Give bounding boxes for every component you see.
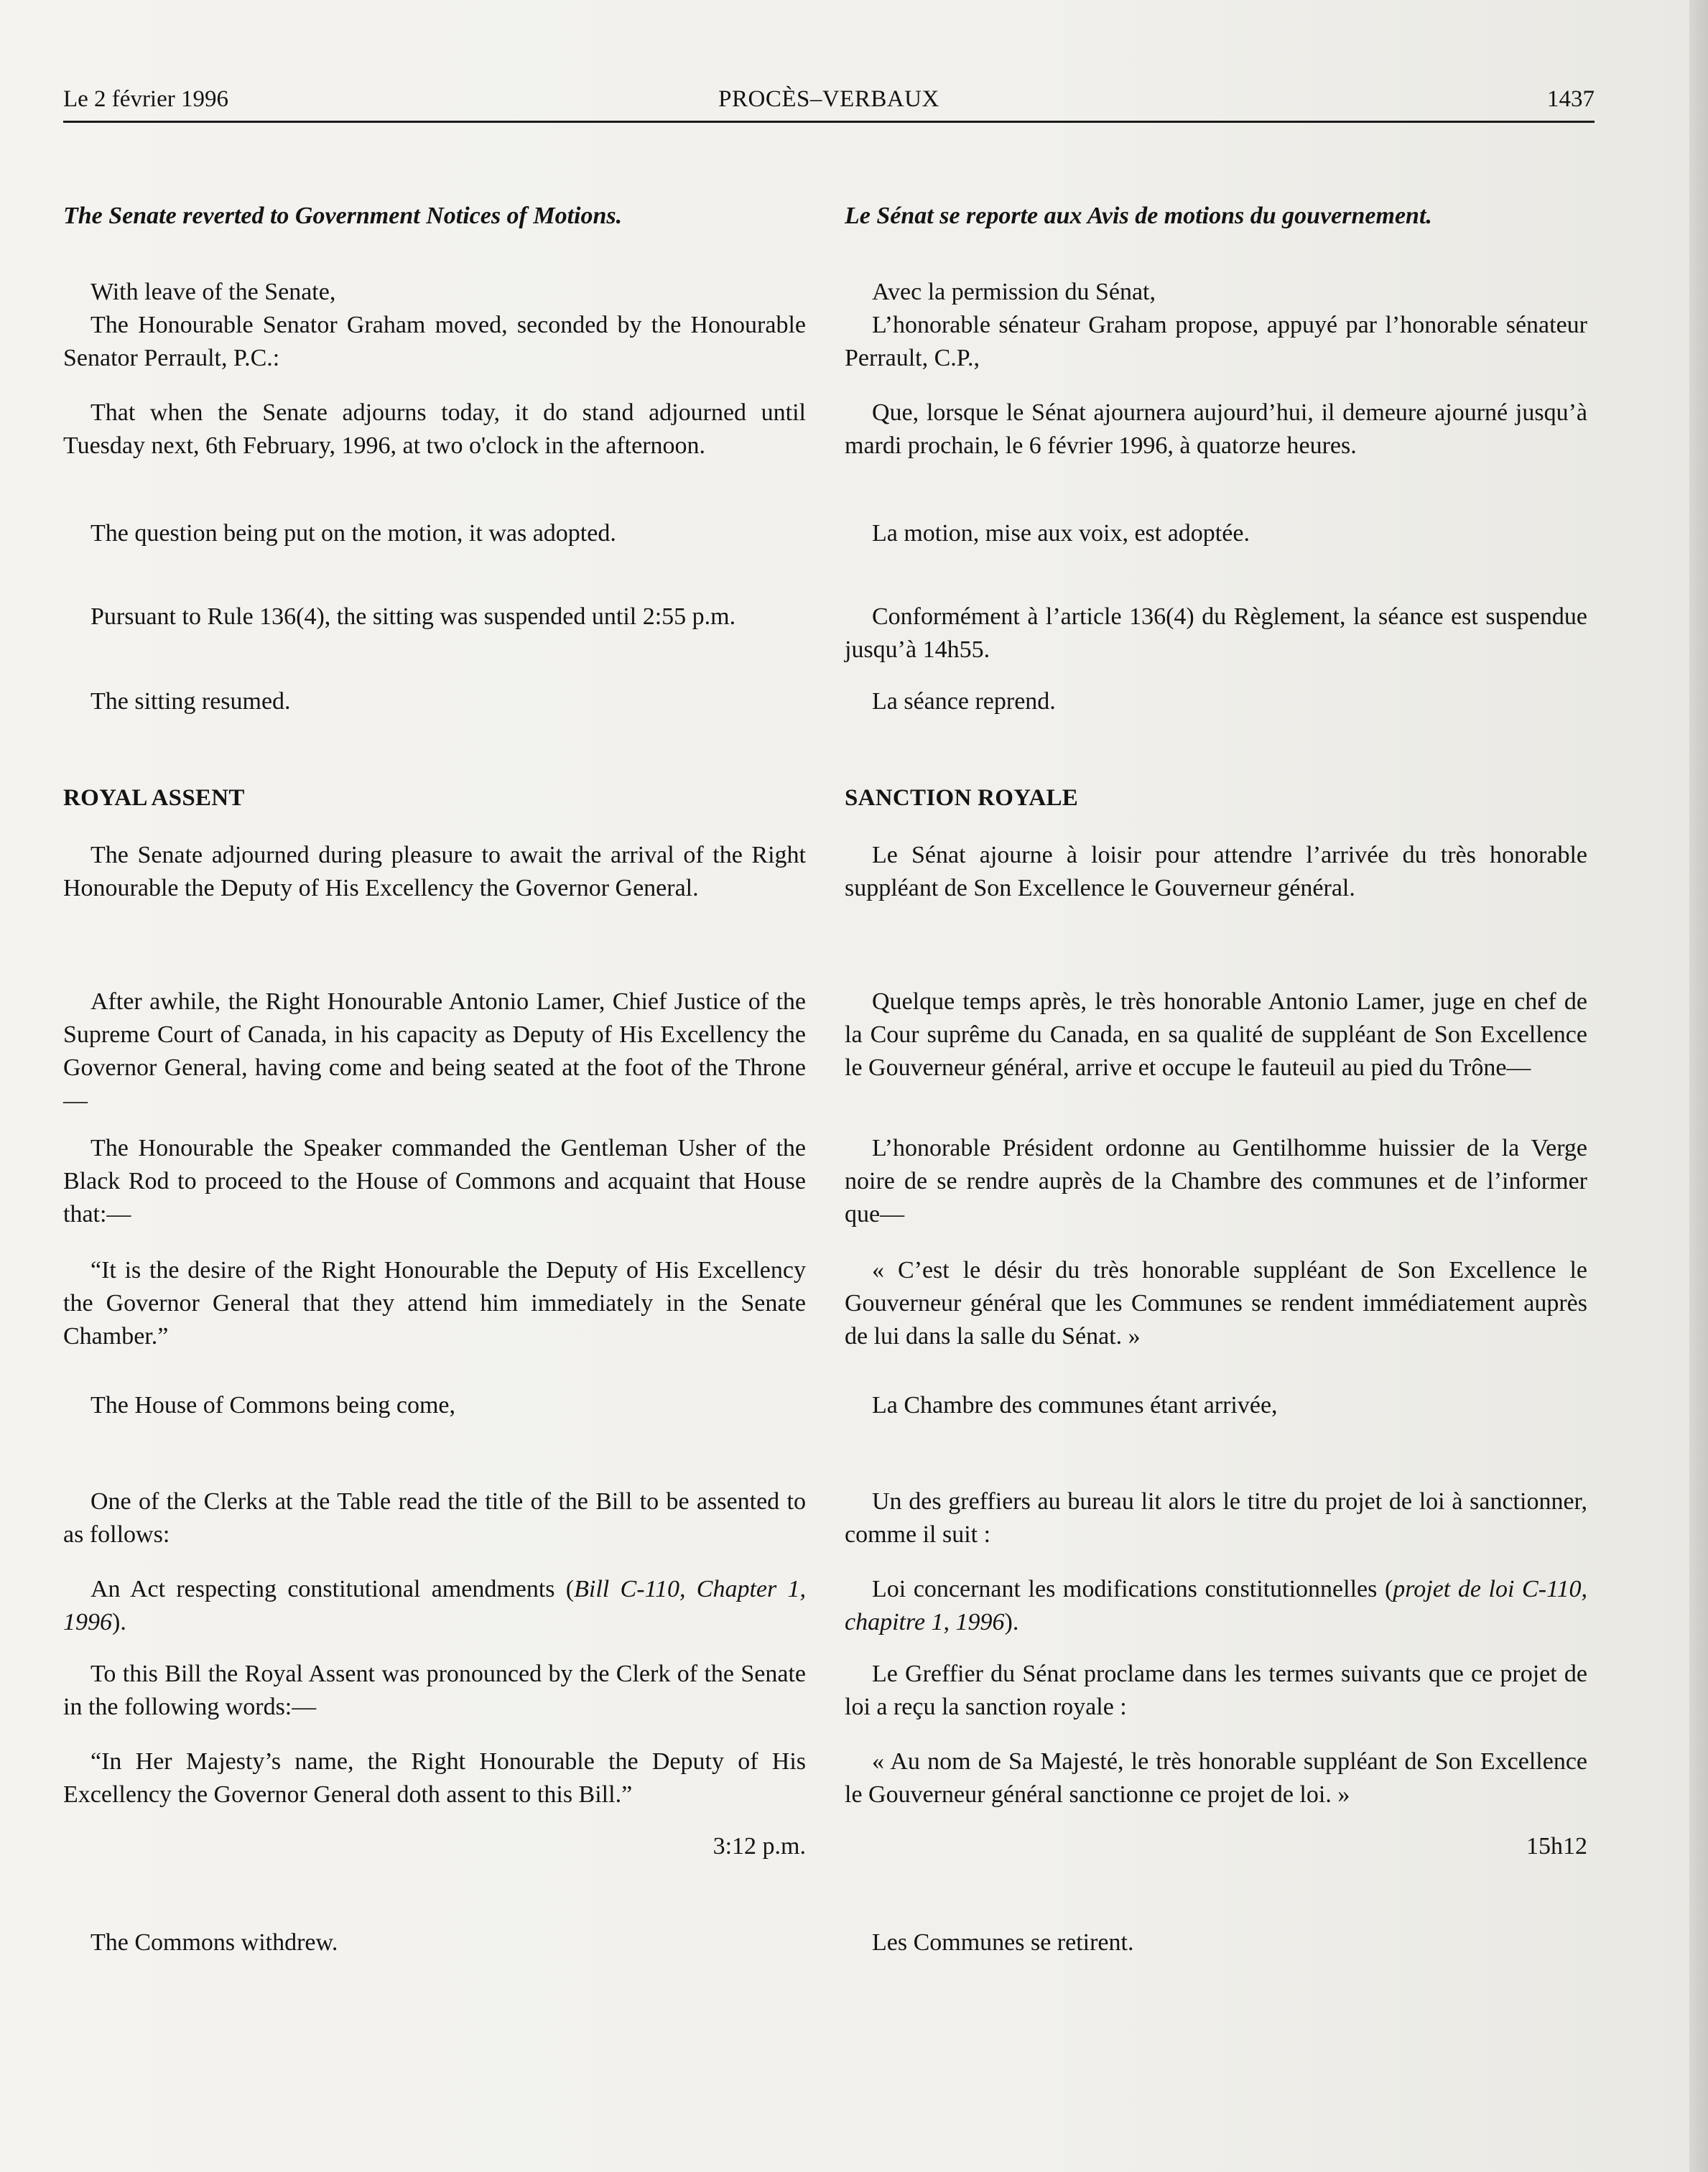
sitting-resumed-fr: La séance reprend. [872, 688, 1056, 715]
royal-assent-heading: ROYAL ASSENT [63, 785, 245, 811]
sitting-suspended-fr: Conformément à l’article 136(4) du Règlement, la séance est suspendue jusqu’à 14h55. [845, 603, 1587, 663]
assent-pronounced: To this Bill the Royal Assent was pronounced by the Clerk of the Senate in the following words:— [63, 1661, 806, 1720]
motion-adopted-fr: La motion, mise aux voix, est adoptée. [872, 520, 1250, 547]
act-title-plain-fr: Loi concernant les modifications constitutionnelles ( [872, 1576, 1393, 1602]
reverted-notice-fr: Le Sénat se reporte aux Avis de motions du gouvernement. [845, 203, 1432, 229]
speaker-commanded: The Honourable the Speaker commanded the Gentleman Usher of the Black Rod to proceed to the House of Commons and acquaint that House that:— [63, 1135, 806, 1227]
act-title-citation: Bill C-110, Chapter 1, 1996 [63, 1576, 807, 1635]
running-header [63, 80, 1595, 121]
clerks-read: One of the Clerks at the Table read the title of the Bill to be assented to as follows: [63, 1488, 806, 1548]
after-awhile: After awhile, the Right Honourable Antonio Lamer, Chief Justice of the Supreme Court of Canada, in his capacity as Deputy of His Excellency the Governor General, having come and being seated at the foot of the Throne— [63, 988, 806, 1114]
page-number: 1437 [1547, 86, 1595, 112]
page-edge-shadow [1689, 0, 1708, 2172]
adjourned-pleasure: The Senate adjourned during pleasure to await the arrival of the Right Honourable the Deputy of His Excellency the Governor General. [63, 842, 806, 901]
commons-come: The House of Commons being come, [90, 1392, 456, 1419]
act-title [63, 1573, 806, 1639]
motion-mover: The Honourable Senator Graham moved, seconded by the Honourable Senator Perrault, P.C.: [63, 312, 806, 371]
act-title-citation-fr: projet de loi C-110, chapitre 1, 1996 [845, 1576, 1587, 1635]
act-title-plain: An Act respecting constitutional amendments ( [90, 1576, 575, 1602]
motion-text-fr: Que, lorsque le Sénat ajournera aujourd’hui, il demeure ajourné jusqu’à mardi prochain, le 6 février 1996, à quatorze heures. [845, 399, 1587, 459]
speaker-commanded-fr: L’honorable Président ordonne au Gentilhomme huissier de la Verge noire de se rendre auprès de la Chambre des communes et de l’informer que— [845, 1135, 1587, 1227]
sitting-resumed: The sitting resumed. [90, 688, 291, 715]
act-title-close-fr: ). [1004, 1609, 1019, 1635]
motion-adopted: The question being put on the motion, it was adopted. [90, 520, 616, 547]
header-date: Le 2 février 1996 [63, 86, 228, 112]
act-title-close: ). [112, 1609, 126, 1635]
assent-words-fr: « Au nom de Sa Majesté, le très honorable suppléant de Son Excellence le Gouverneur général sanctionne ce projet de loi. » [845, 1748, 1587, 1808]
motion-text: That when the Senate adjourns today, it do stand adjourned until Tuesday next, 6th February, 1996, at two o'clock in the afternoon. [63, 399, 806, 459]
commons-come-fr: La Chambre des communes étant arrivée, [872, 1392, 1278, 1419]
assent-pronounced-fr: Le Greffier du Sénat proclame dans les termes suivants que ce projet de loi a reçu la sanction royale : [845, 1661, 1587, 1720]
reverted-notice: The Senate reverted to Government Notices of Motions. [63, 203, 623, 229]
after-awhile-fr: Quelque temps après, le très honorable Antonio Lamer, juge en chef de la Cour suprême du Canada, en sa qualité de suppléant de Son Excellence le Gouverneur général, arrive et occupe le fauteuil au pied du Trône— [845, 988, 1587, 1081]
assent-words: “In Her Majesty’s name, the Right Honourable the Deputy of His Excellency the Governor General doth assent to this Bill.” [63, 1748, 806, 1808]
header-rule [63, 121, 1595, 123]
royal-assent-heading-fr: SANCTION ROYALE [845, 785, 1079, 811]
leave-line: With leave of the Senate, [90, 279, 336, 305]
assent-time: 3:12 p.m. [713, 1833, 806, 1860]
desire-quote: “It is the desire of the Right Honourable the Deputy of His Excellency the Governor General that they attend him immediately in the Senate Chamber.” [63, 1257, 806, 1350]
header-title: PROCÈS–VERBAUX [718, 86, 939, 112]
motion-mover-fr: L’honorable sénateur Graham propose, appuyé par l’honorable sénateur Perrault, C.P., [845, 312, 1587, 371]
sitting-suspended: Pursuant to Rule 136(4), the sitting was suspended until 2:55 p.m. [90, 603, 736, 630]
assent-time-fr: 15h12 [1526, 1833, 1587, 1860]
adjourned-pleasure-fr: Le Sénat ajourne à loisir pour attendre l’arrivée du très honorable suppléant de Son Excellence le Gouverneur général. [845, 842, 1587, 901]
clerks-read-fr: Un des greffiers au bureau lit alors le titre du projet de loi à sanctionner, comme il suit : [845, 1488, 1587, 1548]
leave-line-fr: Avec la permission du Sénat, [872, 279, 1156, 305]
act-title-fr [845, 1573, 1587, 1639]
commons-withdrew-fr: Les Communes se retirent. [872, 1929, 1134, 1956]
commons-withdrew: The Commons withdrew. [90, 1929, 338, 1956]
desire-quote-fr: « C’est le désir du très honorable suppléant de Son Excellence le Gouverneur général que les Communes se rendent immédiatement auprès de lui dans la salle du Sénat. » [845, 1257, 1587, 1350]
